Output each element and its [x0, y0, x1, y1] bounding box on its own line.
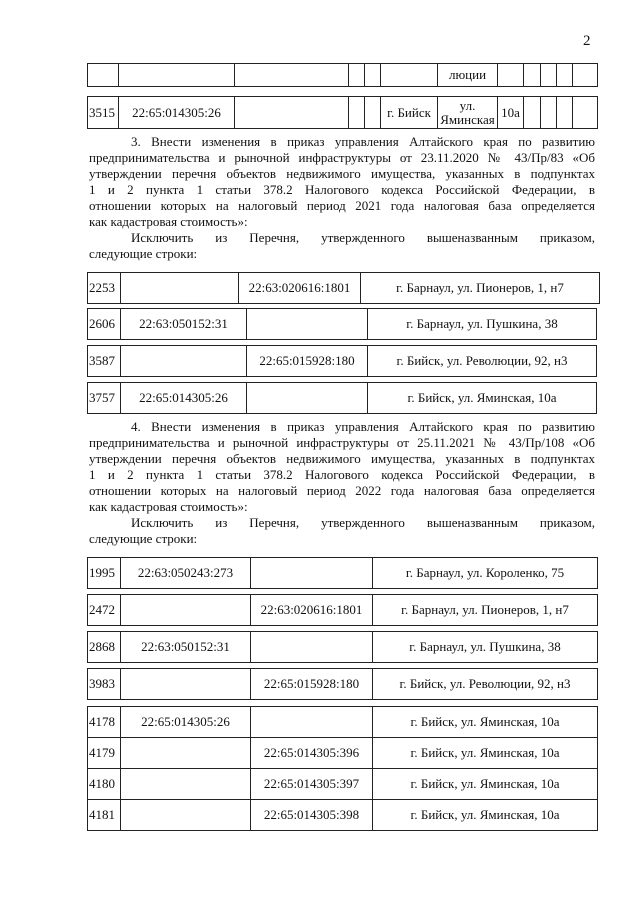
cadastral-number: [121, 595, 251, 626]
address: г. Бийск, ул. Яминская, 10а: [373, 800, 598, 831]
row-number: 2253: [88, 273, 121, 304]
row-number: 4181: [88, 800, 121, 831]
cadastral-number: [247, 309, 368, 340]
text-line: предпринимательства и рыночной инфраструктуры от 23.11.2020 № 43/Пр/83 «Об: [89, 150, 595, 165]
row-number: 1995: [88, 558, 121, 589]
address: г. Бийск, ул. Яминская, 10а: [373, 707, 598, 738]
cadastral-number: 22:65:014305:396: [251, 738, 373, 769]
text-line: 4. Внести изменения в приказ управления Алтайского края по развитию: [131, 419, 595, 434]
address: г. Бийск, ул. Яминская, 10а: [373, 738, 598, 769]
row-number: 3983: [88, 669, 121, 700]
text-line: 1 и 2 пункта 1 статьи 378.2 Налогового кодекса Российской Федерации, в: [89, 467, 595, 482]
text-line: Исключить из Перечня, утвержденного вышеназванным приказом,: [131, 230, 595, 245]
table-row: [87, 308, 597, 340]
cadastral-number: 22:65:014305:397: [251, 769, 373, 800]
row-number: 3757: [88, 383, 121, 414]
table-row: [87, 557, 598, 589]
cadastral-number: [121, 800, 251, 831]
text-line: следующие строки:: [89, 246, 198, 261]
text-line: как кадастровая стоимость»:: [89, 499, 248, 514]
address: г. Бийск, ул. Яминская, 10а: [368, 383, 597, 414]
table-row: [87, 594, 598, 626]
cadastral-number: 22:65:014305:398: [251, 800, 373, 831]
text-line: утверждении перечня объектов недвижимого имущества, указанных в подпунктах: [89, 451, 595, 466]
table-row: [87, 668, 598, 700]
street-line-1: ул.: [459, 97, 476, 113]
table-block: [87, 706, 598, 831]
address: г. Барнаул, ул. Короленко, 75: [373, 558, 598, 589]
text-line: следующие строки:: [89, 531, 198, 546]
section-4-paragraph: [89, 419, 595, 547]
top-table-row-2: [87, 96, 598, 129]
top-table-row-1: [87, 63, 598, 87]
address: г. Бийск, ул. Яминская, 10а: [373, 769, 598, 800]
page-number: 2: [583, 33, 591, 49]
house-number: 10а: [498, 97, 524, 129]
row-number: 4178: [88, 707, 121, 738]
address: г. Бийск, ул. Революции, 92, н3: [368, 346, 597, 377]
cadastral-number: 22:65:015928:180: [247, 346, 368, 377]
cadastral-number: 22:63:020616:1801: [239, 273, 361, 304]
cadastral-number: 22:65:015928:180: [251, 669, 373, 700]
cadastral-number: 22:65:014305:26: [121, 383, 247, 414]
text-line: 1 и 2 пункта 1 статьи 378.2 Налогового кодекса Российской Федерации, в: [89, 182, 595, 197]
table-row: [87, 345, 597, 377]
cadastral-number: [121, 273, 239, 304]
table-row: [87, 272, 600, 304]
address: г. Барнаул, ул. Пионеров, 1, н7: [361, 273, 600, 304]
table-row: [87, 382, 597, 414]
row-number: 3515: [88, 97, 119, 129]
cadastral-number: 22:63:050152:31: [121, 309, 247, 340]
address: г. Бийск, ул. Революции, 92, н3: [373, 669, 598, 700]
cell-text: люции: [438, 64, 498, 87]
text-line: Исключить из Перечня, утвержденного вышеназванным приказом,: [131, 515, 595, 530]
cadastral-number: [121, 669, 251, 700]
cadastral-number: [247, 383, 368, 414]
row-number: 3587: [88, 346, 121, 377]
cadastral-number: [121, 769, 251, 800]
cadastral-number: 22:65:014305:26: [121, 707, 251, 738]
section-3-paragraph: [89, 134, 595, 262]
cadastral-number: 22:63:050243:273: [121, 558, 251, 589]
address: г. Барнаул, ул. Пионеров, 1, н7: [373, 595, 598, 626]
street: [438, 97, 498, 129]
row-number: 2606: [88, 309, 121, 340]
cadastral-number: 22:63:050152:31: [121, 632, 251, 663]
table-row: [88, 738, 598, 769]
table-row: [88, 769, 598, 800]
cadastral-number: [251, 558, 373, 589]
cadastral-number: [251, 707, 373, 738]
address: г. Барнаул, ул. Пушкина, 38: [368, 309, 597, 340]
text-line: отношении которых на налоговый период 2021 года налоговая база определяется: [89, 198, 595, 213]
text-line: отношении которых на налоговый период 2022 года налоговая база определяется: [89, 483, 595, 498]
cadastral-number: [251, 632, 373, 663]
cadastral-number: 22:63:020616:1801: [251, 595, 373, 626]
text-line: как кадастровая стоимость»:: [89, 214, 248, 229]
table-row: [88, 800, 598, 831]
table-row: [87, 631, 598, 663]
text-line: утверждении перечня объектов недвижимого имущества, указанных в подпунктах: [89, 166, 595, 181]
row-number: 2472: [88, 595, 121, 626]
row-number: 2868: [88, 632, 121, 663]
row-number: 4179: [88, 738, 121, 769]
text-line: 3. Внести изменения в приказ управления Алтайского края по развитию: [131, 134, 595, 149]
text-line: предпринимательства и рыночной инфраструктуры от 25.11.2021 № 43/Пр/108 «Об: [89, 435, 595, 450]
row-number: 4180: [88, 769, 121, 800]
city: г. Бийск: [381, 97, 438, 129]
table-row: [88, 707, 598, 738]
cadastral-number: [121, 346, 247, 377]
cadastral-number: [121, 738, 251, 769]
street-line-2: Яминская: [440, 111, 495, 127]
address: г. Барнаул, ул. Пушкина, 38: [373, 632, 598, 663]
cadastral-number: 22:65:014305:26: [119, 97, 235, 129]
